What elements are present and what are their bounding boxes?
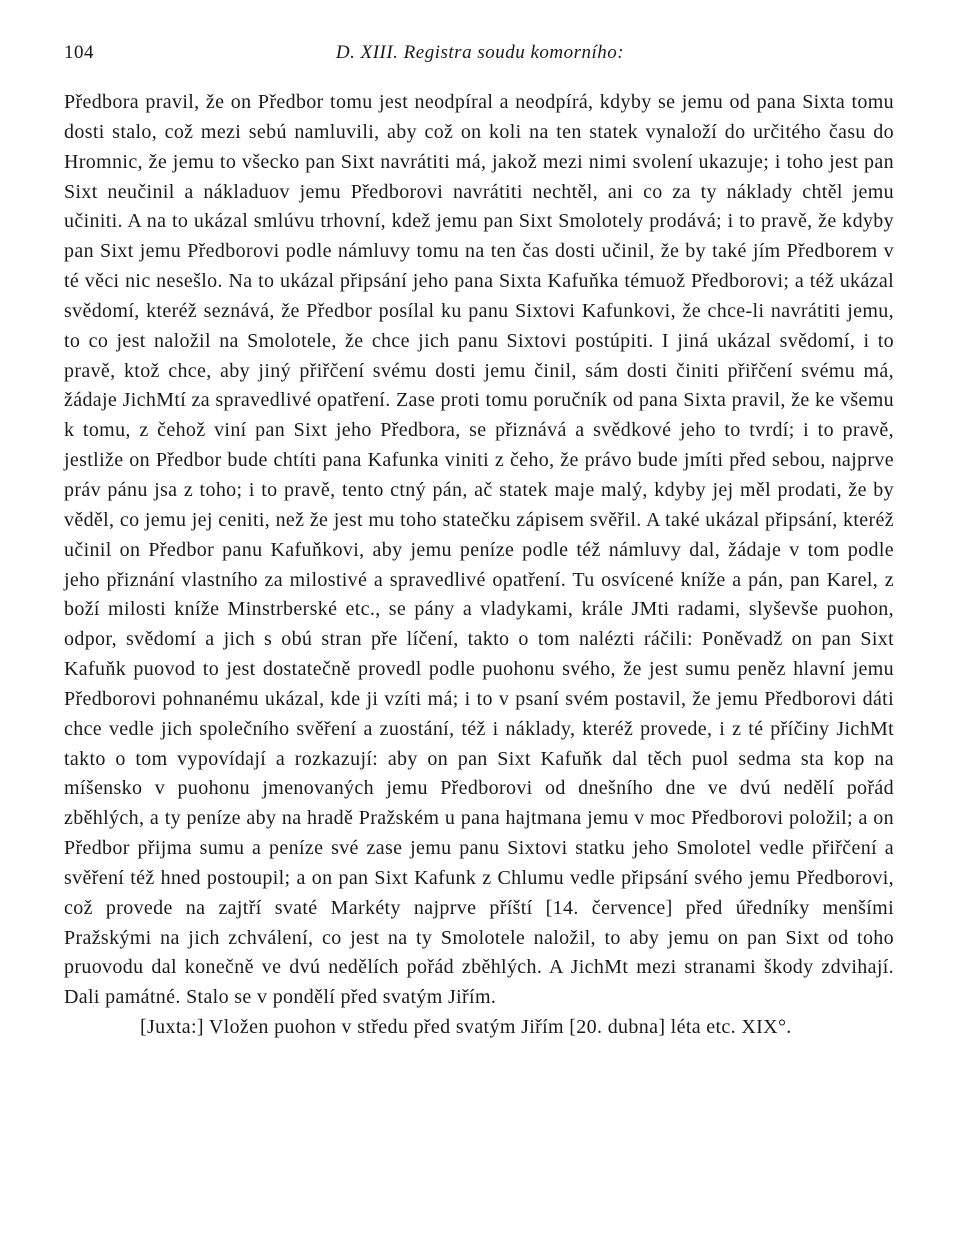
body-text — [64, 88, 894, 1043]
running-header — [64, 42, 896, 70]
running-title: D. XIII. Registra soudu komorního: — [335, 42, 625, 63]
juxta-note-paragraph: [Juxta:] Vložen puohon v středu před svatým Jiřím [20. dubna] léta etc. XIX°. — [140, 1016, 792, 1039]
main-paragraph: Předbora pravil, že on Předbor tomu jest neodpíral a neodpírá, kdyby se jemu od pana Sixta tomu dosti stalo, což mezi sebú namluvili, aby což on koli na ten statek vynaloží do určitého času do Hromnic, že jemu to všecko pan Sixt navrátiti má, jakož mezi nimi svolení ukazuje; i toho jest pan Sixt neučinil a nákladuov jemu Předborovi navrátiti nechtěl, ani co za ty náklady chtěl jemu učiniti. A na to ukázal smlúvu trhovní, kdež jemu pan Sixt Smolotely prodává; i to pravě, že kdyby pan Sixt jemu Předborovi podle námluvy tomu na ten čas dosti učinil, že by také jím Předborem v té věci nic nesešlo. Na to ukázal připsání jeho pana Sixta Kafuňka témuož Předborovi; a též ukázal svědomí, kteréž seznává, že Předbor posílal ku panu Sixtovi Kafunkovi, že chce-li navrátiti jemu, to co jest naložil na Smolotele, že chce jich panu Sixtovi postúpiti. I jiná ukázal svědomí, i to pravě, ktož chce, aby jiný přiřčení svému dosti jemu činil, sám dosti činiti přiřčení svému má, žádaje JichMtí za spravedlivé opatření. Zase proti tomu poručník od pana Sixta pravil, že ke všemu k tomu, z čehož viní pan Sixt jeho Předbora, se přiznává a svědkové jeho to tvrdí; i to pravě, jestliže on Předbor bude chtíti pana Kafunka viniti z čeho, že právo bude jmíti před sebou, najprve práv pánu jsa z toho; i to pravě, tento ctný pán, ač statek maje malý, kdyby jej měl prodati, že by věděl, co jemu jej ceniti, než že jest mu toho statečku zápisem svěřil. A také ukázal připsání, kteréž učinil on Předbor panu Kafuňkovi, aby jemu peníze podle též námluvy dal, žádaje v tom podle jeho přiznání vlastního za milostivé a spravedlivé opatření. Tu osvícené kníže a pán, pan Karel, z boží milosti kníže Minstrberské etc., se pány a vladykami, krále JMti radami, slyševše puohon, odpor, svědomí a jich s obú stran pře líčení, takto o tom nalézti ráčili: Poněvadž on pan Sixt Kafuňk puovod to jest dostatečně provedl podle puohonu svého, že jest sumu peněz hlavní jemu Předborovi pohnanému ukázal, kde ji vzíti má; i to v psaní svém postavil, že jemu Předborovi dáti chce vedle jich společního svěření a zuostání, též i náklady, kteréž provede, i z té příčiny JichMt takto o tom vypovídají a rozkazují: aby on pan Sixt Kafuňk dal těch puol sedma sta kop na míšensko v puohonu jmenovaných jemu Předborovi od dnešního dne ve dvú nedělí pořád zběhlých, a ty peníze aby na hradě Pražském u pana hajtmana jemu v moc Předborovi položil; a on Předbor přijma sumu a peníze své zase jemu panu Sixtovi statku jeho Smolotel vedle přiřčení a svěření též hned postoupil; a on pan Sixt Kafunk z Chlumu vedle připsání svého jemu Předborovi, což provede na zajtří svaté Markéty najprve příští [14. července] před úředníky menšími Pražskými na jich zchválení, co jest na ty Smolotele naložil, to aby jemu on pan Sixt od toho pruovodu dal konečně ve dvú nedělích pořád zběhlých. A JichMt mezi stranami škody zdvihají. Dali památné. Stalo se v pondělí před svatým Jiřím. — [64, 91, 894, 1009]
page-number: 104 — [64, 42, 94, 63]
